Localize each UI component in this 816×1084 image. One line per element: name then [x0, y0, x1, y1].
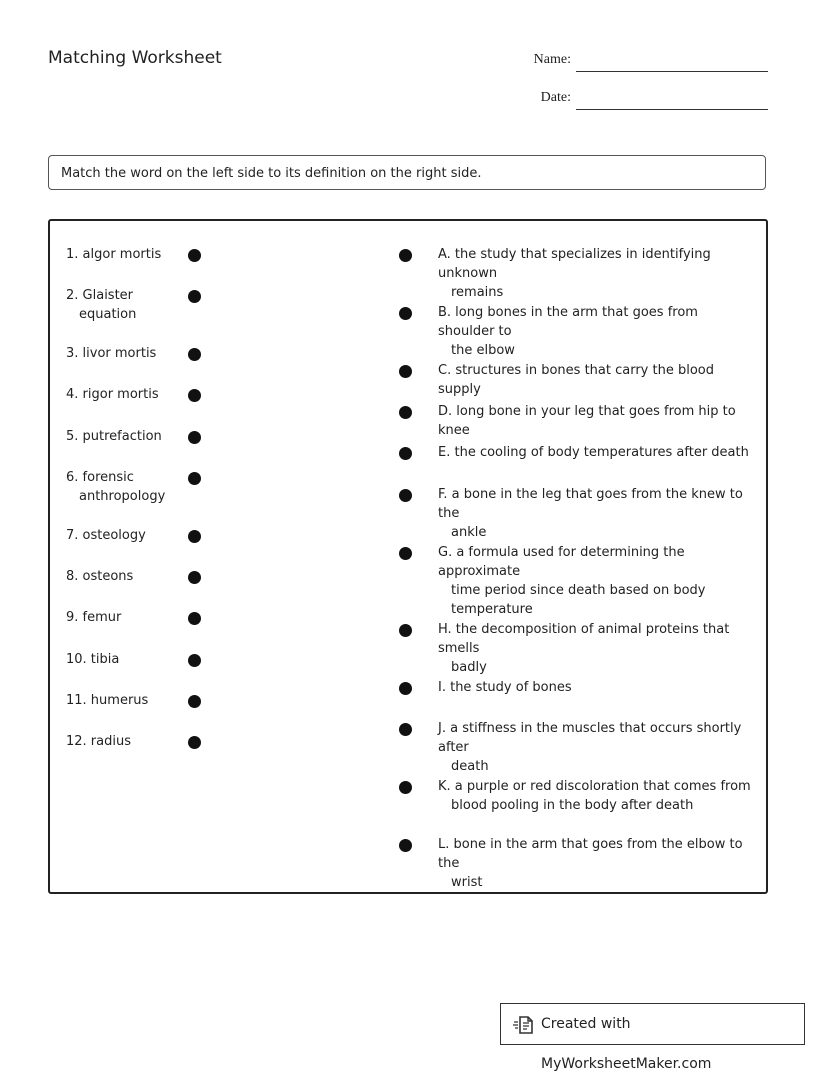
- definition-text-line: K. a purple or red discoloration that comes from: [438, 779, 751, 794]
- definition-match-dot[interactable]: [399, 547, 412, 560]
- term-match-dot[interactable]: [188, 431, 201, 444]
- term-item: [66, 608, 176, 627]
- term-item: [66, 385, 176, 404]
- date-line[interactable]: [576, 109, 768, 110]
- definition-text-line: B. long bones in the arm that goes from shoulder to: [438, 305, 698, 339]
- definition-text-line: F. a bone in the leg that goes from the knew to the: [438, 487, 743, 521]
- definition-text-line: L. bone in the arm that goes from the elbow to the: [438, 837, 743, 871]
- term-item: [66, 344, 176, 363]
- term-item: [66, 286, 176, 324]
- term-match-dot[interactable]: [188, 571, 201, 584]
- definition-match-dot[interactable]: [399, 365, 412, 378]
- definition-item: [438, 620, 756, 677]
- footer-credit: [500, 1003, 805, 1072]
- definition-text-line: ankle: [451, 525, 487, 540]
- term-text-line: 7. osteology: [66, 528, 146, 543]
- definition-text-line: death: [451, 759, 489, 774]
- definition-text-line: remains: [451, 285, 504, 300]
- term-item: [66, 468, 176, 506]
- term-text-line: 11. humerus: [66, 693, 149, 708]
- definition-text-line: J. a stiffness in the muscles that occurs shortly after: [438, 721, 742, 755]
- term-item: [66, 567, 176, 586]
- term-text-line: 2. Glaister: [66, 288, 134, 303]
- term-text-line: 12. radius: [66, 734, 131, 749]
- definition-item: [438, 678, 756, 697]
- definition-item: [438, 402, 756, 440]
- definition-text-line: I. the study of bones: [438, 680, 572, 695]
- term-text-line: equation: [79, 307, 137, 322]
- definition-text-line: wrist: [451, 875, 483, 890]
- definition-text-line: A. the study that specializes in identifying unknown: [438, 247, 711, 281]
- definition-item: [438, 485, 756, 542]
- definition-item: [438, 443, 756, 462]
- definition-item: [438, 719, 756, 776]
- definition-text-line: E. the cooling of body temperatures after death: [438, 445, 749, 460]
- term-match-dot[interactable]: [188, 472, 201, 485]
- term-text-line: 5. putrefaction: [66, 429, 162, 444]
- term-match-dot[interactable]: [188, 389, 201, 402]
- term-text-line: anthropology: [79, 489, 166, 504]
- definition-text-line: C. structures in bones that carry the blood supply: [438, 363, 714, 397]
- term-match-dot[interactable]: [188, 290, 201, 303]
- definition-text-line: time period since death based on body: [451, 583, 706, 598]
- term-item: [66, 732, 176, 751]
- definition-match-dot[interactable]: [399, 307, 412, 320]
- definition-text-line: H. the decomposition of animal proteins that smells: [438, 622, 730, 656]
- definition-text-line: D. long bone in your leg that goes from hip to knee: [438, 404, 736, 438]
- definition-item: [438, 777, 756, 815]
- term-text-line: 4. rigor mortis: [66, 387, 159, 402]
- definition-match-dot[interactable]: [399, 447, 412, 460]
- term-item: [66, 526, 176, 545]
- definition-text-line: G. a formula used for determining the approximate: [438, 545, 685, 579]
- term-text-line: 6. forensic: [66, 470, 134, 485]
- term-match-dot[interactable]: [188, 249, 201, 262]
- definition-text-line: temperature: [451, 602, 533, 617]
- definition-match-dot[interactable]: [399, 406, 412, 419]
- definition-text-line: blood pooling in the body after death: [451, 798, 694, 813]
- term-text-line: 8. osteons: [66, 569, 134, 584]
- term-text-line: 10. tibia: [66, 652, 120, 667]
- name-label: Name:: [533, 52, 571, 67]
- definition-item: [438, 835, 756, 892]
- term-text-line: 3. livor mortis: [66, 346, 157, 361]
- definition-text-line: badly: [451, 660, 487, 675]
- term-match-dot[interactable]: [188, 348, 201, 361]
- term-match-dot[interactable]: [188, 695, 201, 708]
- definition-match-dot[interactable]: [399, 839, 412, 852]
- term-match-dot[interactable]: [188, 736, 201, 749]
- definition-text-line: the elbow: [451, 343, 515, 358]
- term-item: [66, 650, 176, 669]
- term-text-line: 9. femur: [66, 610, 122, 625]
- definition-match-dot[interactable]: [399, 624, 412, 637]
- term-item: [66, 245, 176, 264]
- definition-match-dot[interactable]: [399, 723, 412, 736]
- definition-match-dot[interactable]: [399, 781, 412, 794]
- name-line[interactable]: [576, 71, 768, 72]
- worksheet-title: Matching Worksheet: [48, 48, 222, 68]
- footer-text: Created with MyWorksheetMaker.com: [541, 1016, 712, 1072]
- definition-item: [438, 303, 756, 360]
- term-item: [66, 427, 176, 446]
- definition-match-dot[interactable]: [399, 249, 412, 262]
- term-item: [66, 691, 176, 710]
- definition-match-dot[interactable]: [399, 682, 412, 695]
- definition-match-dot[interactable]: [399, 489, 412, 502]
- definition-item: [438, 245, 756, 302]
- date-label: Date:: [540, 90, 571, 105]
- term-match-dot[interactable]: [188, 654, 201, 667]
- instructions-box: Match the word on the left side to its definition on the right side.: [48, 155, 766, 190]
- definition-item: [438, 361, 756, 399]
- definition-item: [438, 543, 756, 619]
- term-match-dot[interactable]: [188, 612, 201, 625]
- term-match-dot[interactable]: [188, 530, 201, 543]
- term-text-line: 1. algor mortis: [66, 247, 162, 262]
- worksheet-maker-logo-icon: [513, 1014, 535, 1040]
